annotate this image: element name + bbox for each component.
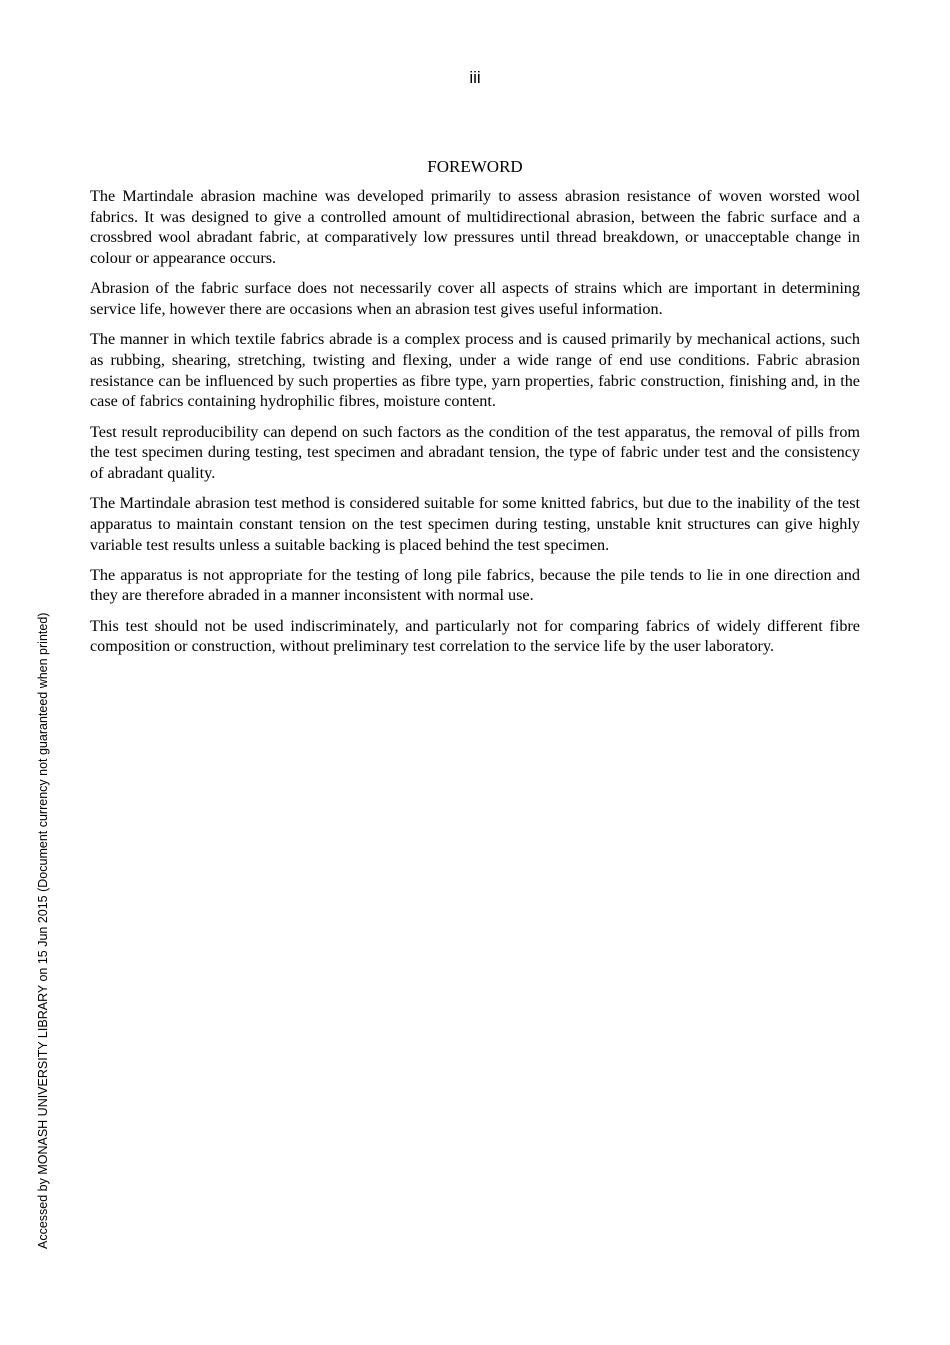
access-watermark-note: Accessed by MONASH UNIVERSITY LIBRARY on 15 Jun 2015 (Document currency not guaranteed when printed) [36,612,50,1249]
foreword-heading: FOREWORD [427,157,523,176]
paragraph-5: The Martindale abrasion test method is considered suitable for some knitted fabrics, but due to the inability of the test apparatus to maintain constant tension on the test specimen during testing, unstable knit structures can give highly variable test results unless a suitable backing is placed behind the test specimen. [90,494,860,554]
paragraph-2: Abrasion of the fabric surface does not necessarily cover all aspects of strains which are important in determining service life, however there are occasions when an abrasion test gives useful information. [90,279,860,319]
foreword-section [90,156,860,667]
paragraph-7: This test should not be used indiscriminately, and particularly not for comparing fabrics of widely different fibre composition or construction, without preliminary test correlation to the service life by the user laboratory. [90,616,860,656]
paragraph-1: The Martindale abrasion machine was developed primarily to assess abrasion resistance of woven worsted wool fabrics. It was designed to give a controlled amount of multidirectional abrasion, between the fabric surface and a crossbred wool abradant fabric, at comparatively low pressures until thread breakdown, or unacceptable change in colour or appearance occurs. [90,187,860,268]
page-number: iii [469,68,481,87]
paragraph-6: The apparatus is not appropriate for the testing of long pile fabrics, because the pile tends to lie in one direction and they are therefore abraded in a manner inconsistent with normal use. [90,565,860,605]
paragraph-3: The manner in which textile fabrics abrade is a complex process and is caused primarily by mechanical actions, such as rubbing, shearing, stretching, twisting and flexing, under a wide range of end use conditions. Fabric abrasion resistance can be influenced by such properties as fibre type, yarn properties, fabric construction, finishing and, in the case of fabrics containing hydrophilic fibres, moisture content. [90,330,860,411]
paragraph-4: Test result reproducibility can depend on such factors as the condition of the test apparatus, the removal of pills from the test specimen during testing, test specimen and abradant tension, the type of fabric under test and the consistency of abradant quality. [90,422,860,482]
